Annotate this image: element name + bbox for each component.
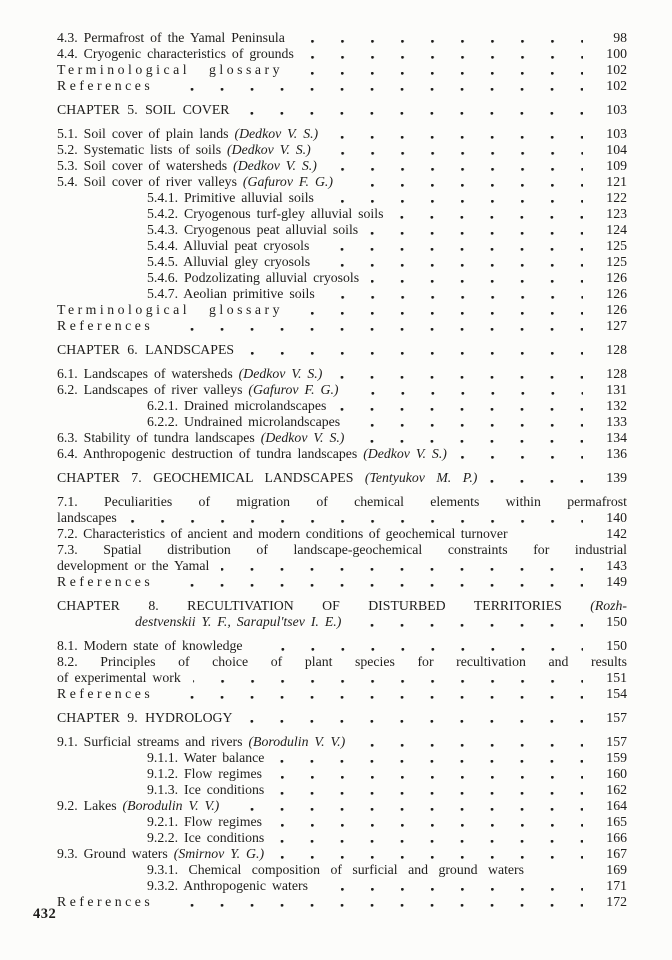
- dot-leader: [489, 474, 583, 486]
- toc-page-number: 128: [606, 366, 627, 381]
- toc-row: [57, 222, 627, 238]
- dot-leader: [322, 258, 583, 270]
- toc-section: [57, 710, 627, 726]
- toc-row: [57, 798, 627, 814]
- dot-leader: [327, 290, 583, 302]
- toc-page-number: 126: [606, 302, 627, 317]
- toc-entry-text: References: [57, 686, 154, 701]
- toc-entry-text: 4.3. Permafrost of the Yamal Peninsula: [57, 30, 285, 45]
- toc-entry-text: 7.1. Peculiarities of migration of chemical elements within permafrost: [57, 494, 627, 509]
- toc-page-number: 102: [606, 62, 627, 77]
- dot-leader: [276, 834, 583, 846]
- toc-page-number: 154: [606, 686, 627, 701]
- chapter-heading-row: [57, 710, 627, 726]
- dot-leader: [338, 402, 583, 414]
- toc-page-number: 160: [606, 766, 627, 781]
- toc-entry-text: 7.3. Spatial distribution of landscape-geochemical constraints for industrial: [57, 542, 627, 557]
- toc-row: [57, 878, 627, 894]
- toc-page-number: 157: [606, 734, 627, 749]
- toc-entry-text: 5.4.2. Cryogenous turf-gley alluvial soils: [147, 206, 384, 221]
- toc-page-number: 103: [606, 126, 627, 141]
- toc-page-number: 157: [606, 710, 627, 725]
- toc-row: [57, 686, 627, 702]
- toc-section: [57, 366, 627, 462]
- toc-row: [57, 126, 627, 142]
- dot-leader: [165, 690, 583, 702]
- toc-entry-text: Terminological glossary: [57, 302, 284, 317]
- dot-leader: [536, 866, 583, 878]
- toc-page-number: 162: [606, 782, 627, 797]
- toc-row: [57, 398, 627, 414]
- dot-leader: [246, 346, 583, 358]
- toc-page-number: 124: [606, 222, 627, 237]
- toc-page-number: 127: [606, 318, 627, 333]
- dot-leader: [321, 242, 583, 254]
- toc-entry-text: 4.4. Cryogenic characteristics of grounds: [57, 46, 294, 61]
- toc-page-number: 149: [606, 574, 627, 589]
- author-name: (Gafurov F. G.): [248, 382, 339, 397]
- dot-leader: [231, 802, 583, 814]
- toc-row: [57, 766, 627, 782]
- toc-entry-text: 9.2.2. Ice conditions: [147, 830, 265, 845]
- toc-page-number: 136: [606, 446, 627, 461]
- toc-page-number: 98: [613, 30, 627, 45]
- dot-leader: [370, 226, 583, 238]
- author-name: (Dedkov V. S.): [233, 158, 317, 173]
- toc-row: [57, 158, 627, 174]
- toc-row: [57, 542, 627, 558]
- toc-entry-text: 6.2. Landscapes of river valleys (Gafurov F. G.): [57, 382, 339, 397]
- toc-entry-text: 6.1. Landscapes of watersheds (Dedkov V. S.): [57, 366, 323, 381]
- toc-entry-text: 5.4.4. Alluvial peat cryosols: [147, 238, 310, 253]
- toc-section: [57, 126, 627, 334]
- dot-leader: [353, 618, 583, 630]
- toc-page-number: 166: [606, 830, 627, 845]
- toc-row: [57, 318, 627, 334]
- dot-leader: [356, 434, 583, 446]
- toc-row: [57, 862, 627, 878]
- toc-section: [57, 598, 627, 630]
- toc-section: [57, 734, 627, 910]
- toc-page-number: 109: [606, 158, 627, 173]
- toc-entry-text: 9.2.1. Flow regimes: [147, 814, 262, 829]
- toc-page-number: 165: [606, 814, 627, 829]
- dot-leader: [241, 106, 583, 118]
- author-name: (Borodulin V. V.): [122, 798, 220, 813]
- toc-entry-text: 6.2.2. Undrained microlandscapes: [147, 414, 341, 429]
- dot-leader: [520, 530, 583, 542]
- toc-row: [57, 286, 627, 302]
- toc-page-number: 172: [606, 894, 627, 909]
- toc-entry-text: 9.3.1. Chemical composition of surficial and ground waters: [147, 862, 524, 877]
- toc-entry-text: landscapes: [57, 510, 117, 525]
- author-name: (Tentyukov M. P.): [364, 470, 478, 485]
- toc-section: [57, 102, 627, 118]
- toc-section: [57, 494, 627, 590]
- toc-row: [57, 670, 627, 686]
- dot-leader: [334, 370, 583, 382]
- toc-entry-text: 9.1.2. Flow regimes: [147, 766, 262, 781]
- toc-entry-text: 9.2. Lakes (Borodulin V. V.): [57, 798, 220, 813]
- toc-page-number: 122: [606, 190, 627, 205]
- toc-entry-text: Terminological glossary: [57, 62, 284, 77]
- dot-leader: [295, 66, 583, 78]
- dot-leader: [255, 642, 584, 654]
- author-name: (Borodulin V. V.): [248, 734, 346, 749]
- toc-section: [57, 342, 627, 358]
- toc-row: [57, 414, 627, 430]
- dot-leader: [165, 898, 583, 910]
- dot-leader: [297, 34, 583, 46]
- toc-row: [57, 78, 627, 94]
- toc-row: [57, 46, 627, 62]
- toc-page-number: 159: [606, 750, 627, 765]
- toc-entry-text: 9.1. Surficial streams and rivers (Borodulin V. V.): [57, 734, 346, 749]
- toc-page-number: 139: [606, 470, 627, 485]
- toc-row: [57, 734, 627, 750]
- toc-entry-text: CHAPTER 9. HYDROLOGY: [57, 710, 233, 725]
- toc-page-number: 128: [606, 342, 627, 357]
- toc-row: [57, 814, 627, 830]
- toc-entry-text: 5.4.3. Cryogenous peat alluvial soils: [147, 222, 359, 237]
- toc-entry-text: 6.3. Stability of tundra landscapes (Dedkov V. S.): [57, 430, 345, 445]
- chapter-heading-row: [57, 470, 627, 486]
- dot-leader: [320, 882, 583, 894]
- toc-row: [57, 238, 627, 254]
- toc-row: [57, 190, 627, 206]
- toc-entry-text: 6.4. Anthropogenic destruction of tundra landscapes (Dedkov V. S.): [57, 446, 447, 461]
- folio-page-number: 432: [33, 906, 57, 922]
- toc-row: [57, 302, 627, 318]
- toc-entry-text: CHAPTER 8. RECULTIVATION OF DISTURBED TERRITORIES (Rozh-: [57, 598, 627, 613]
- dot-leader: [459, 450, 583, 462]
- toc-entry-text: 9.1.3. Ice conditions: [147, 782, 265, 797]
- dot-leader: [306, 50, 583, 62]
- toc-page-number: 169: [606, 862, 627, 877]
- dot-leader: [165, 322, 583, 334]
- toc-page-number: 131: [606, 382, 627, 397]
- dot-leader: [244, 714, 583, 726]
- toc-row: [57, 142, 627, 158]
- toc-row: [57, 446, 627, 462]
- author-name: (Dedkov V. S.): [238, 366, 323, 381]
- toc-row: [57, 782, 627, 798]
- toc-page-number: 167: [606, 846, 627, 861]
- toc-row: [57, 270, 627, 286]
- dot-leader: [276, 850, 583, 862]
- toc-row: [57, 366, 627, 382]
- toc-page-number: 140: [606, 510, 627, 525]
- toc-entry-text: References: [57, 318, 154, 333]
- toc-page-number: 100: [606, 46, 627, 61]
- toc-entry-text: of experimental work: [57, 670, 181, 685]
- author-name: (Dedkov V. S.): [260, 430, 345, 445]
- toc-page-number: 143: [606, 558, 627, 573]
- dot-leader: [371, 274, 583, 286]
- toc-page-number: 132: [606, 398, 627, 413]
- dot-leader: [329, 162, 583, 174]
- dot-leader: [295, 306, 583, 318]
- toc-entry-text: CHAPTER 5. SOIL COVER: [57, 102, 230, 117]
- toc-row: [57, 654, 627, 670]
- toc-row: [57, 526, 627, 542]
- dot-leader: [323, 146, 583, 158]
- toc-page-number: 133: [606, 414, 627, 429]
- toc-section: [57, 470, 627, 486]
- toc-row: [57, 430, 627, 446]
- author-name: (Dedkov V. S.): [234, 126, 319, 141]
- dot-leader: [326, 194, 583, 206]
- table-of-contents: [57, 30, 627, 910]
- dot-leader: [221, 562, 583, 574]
- toc-page-number: 125: [606, 238, 627, 253]
- toc-entry-text: 5.2. Systematic lists of soils (Dedkov V. S.): [57, 142, 311, 157]
- toc-page-number: 142: [606, 526, 627, 541]
- toc-row: [57, 830, 627, 846]
- dot-leader: [129, 514, 583, 526]
- chapter-heading-row: [57, 342, 627, 358]
- toc-entry-text: 7.2. Characteristics of ancient and modern conditions of geochemical turnover: [57, 526, 508, 541]
- toc-page-number: 150: [606, 614, 627, 629]
- dot-leader: [276, 754, 583, 766]
- dot-leader: [165, 578, 583, 590]
- author-name: (Dedkov V. S.): [227, 142, 311, 157]
- toc-entry-text: 9.3.2. Anthropogenic waters: [147, 878, 308, 893]
- toc-page-number: 125: [606, 254, 627, 269]
- toc-page-number: 171: [606, 878, 627, 893]
- toc-row: [57, 638, 627, 654]
- toc-row: [57, 254, 627, 270]
- toc-entry-text: 9.1.1. Water balance: [147, 750, 265, 765]
- toc-page-number: 123: [606, 206, 627, 221]
- toc-page-number: 134: [606, 430, 627, 445]
- toc-entry-text: 5.3. Soil cover of watersheds (Dedkov V. S.): [57, 158, 317, 173]
- dot-leader: [357, 738, 583, 750]
- toc-row: [57, 206, 627, 222]
- toc-entry-text: 6.2.1. Drained microlandscapes: [147, 398, 327, 413]
- toc-page-number: 104: [606, 142, 627, 157]
- toc-entry-text: development or the Yamal: [57, 558, 210, 573]
- chapter-heading-row: [57, 598, 627, 614]
- dot-leader: [193, 674, 583, 686]
- toc-page-number: 151: [606, 670, 627, 685]
- toc-row: [57, 750, 627, 766]
- dot-leader: [274, 818, 583, 830]
- toc-entry-text: destvenskii Y. F., Sarapul'tsev I. E.): [135, 614, 342, 629]
- toc-section: [57, 30, 627, 94]
- toc-entry-text: 5.1. Soil cover of plain lands (Dedkov V. S.): [57, 126, 319, 141]
- toc-entry-text: 5.4.6. Podzolizating alluvial cryosols: [147, 270, 360, 285]
- toc-row: [57, 62, 627, 78]
- toc-entry-text: References: [57, 78, 154, 93]
- toc-row: [57, 894, 627, 910]
- toc-entry-text: CHAPTER 7. GEOCHEMICAL LANDSCAPES (Tentyukov M. P.): [57, 470, 478, 485]
- toc-page-number: 121: [606, 174, 627, 189]
- dot-leader: [351, 386, 584, 398]
- toc-entry-text: 5.4. Soil cover of river valleys (Gafurov F. G.): [57, 174, 333, 189]
- toc-page-number: 102: [606, 78, 627, 93]
- toc-row: [57, 494, 627, 510]
- toc-row: [57, 174, 627, 190]
- toc-row: [57, 382, 627, 398]
- dot-leader: [395, 210, 583, 222]
- toc-entry-text: 8.1. Modern state of knowledge: [57, 638, 243, 653]
- toc-page-number: 126: [606, 286, 627, 301]
- toc-section: [57, 638, 627, 702]
- toc-page-number: 150: [606, 638, 627, 653]
- toc-row: [57, 510, 627, 526]
- dot-leader: [274, 770, 583, 782]
- dot-leader: [330, 130, 583, 142]
- author-name: (Smirnov Y. G.): [173, 846, 265, 861]
- author-name: (Rozh-: [590, 598, 627, 613]
- dot-leader: [352, 418, 583, 430]
- toc-entry-text: 5.4.1. Primitive alluvial soils: [147, 190, 314, 205]
- toc-entry-text: 5.4.5. Alluvial gley cryosols: [147, 254, 311, 269]
- chapter-heading-row: [57, 102, 627, 118]
- dot-leader: [276, 786, 583, 798]
- author-name: (Dedkov V. S.): [363, 446, 447, 461]
- toc-entry-text: 8.2. Principles of choice of plant species for recultivation and results: [57, 654, 627, 669]
- toc-page-number: 103: [606, 102, 627, 117]
- toc-entry-text: References: [57, 894, 154, 909]
- author-name: (Gafurov F. G.): [242, 174, 333, 189]
- toc-row: [57, 614, 627, 630]
- toc-page-number: 164: [606, 798, 627, 813]
- dot-leader: [345, 178, 583, 190]
- toc-page-number: 126: [606, 270, 627, 285]
- toc-entry-text: 9.3. Ground waters (Smirnov Y. G.): [57, 846, 265, 861]
- toc-entry-text: References: [57, 574, 154, 589]
- toc-row: [57, 30, 627, 46]
- toc-row: [57, 846, 627, 862]
- dot-leader: [165, 82, 583, 94]
- toc-entry-text: 5.4.7. Aeolian primitive soils: [147, 286, 315, 301]
- toc-entry-text: CHAPTER 6. LANDSCAPES: [57, 342, 235, 357]
- toc-row: [57, 574, 627, 590]
- toc-row: [57, 558, 627, 574]
